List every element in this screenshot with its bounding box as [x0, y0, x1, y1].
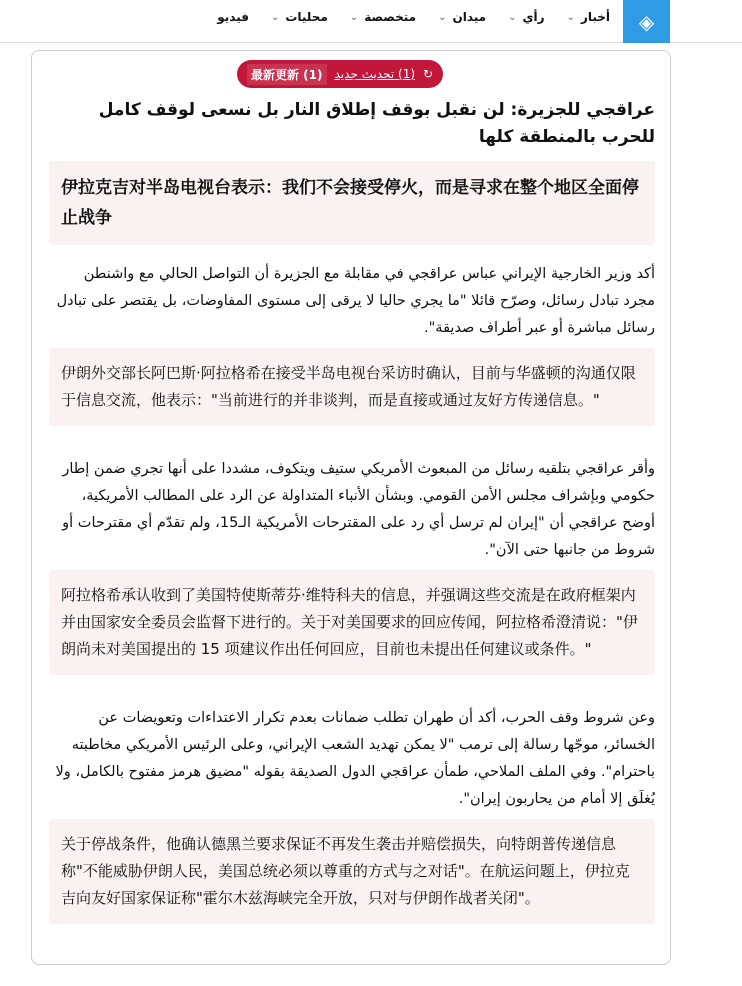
- main-nav: [217, 10, 610, 24]
- paragraph-translation: 阿拉格希承认收到了美国特使斯蒂芬·维特科夫的信息，并强调这些交流是在政府框架内并由国家安全委员会监督下进行的。关于对美国要求的回应传闻，阿拉格希澄清说："伊朗尚未对美国提出的 15 项建议作出任何回应，目前也未提出任何建议或条件。": [49, 570, 655, 675]
- nav-item-local[interactable]: محليات ⌄: [270, 10, 328, 24]
- update-label-ar: (1) تحديث جديد: [334, 67, 416, 81]
- paragraph-ar: وأقر عراقجي بتلقيه رسائل من المبعوث الأمريكي ستيف ويتكوف، مشددا على أنها تجري ضمن إطار حكومي وبإشراف مجلس الأمن القومي. وبشأن الأنباء المتداولة عن الرد على المطالب الأمريكية، أوضح عراقجي أن "إيران لم ترسل أي رد على المقترحات الأمريكية الـ15، ولم تقدّم أي مقترحات أو شروط من جانبها حتى الآن".: [62, 461, 655, 558]
- chevron-down-icon: ⌄: [349, 11, 359, 23]
- top-nav-bar: [0, 0, 742, 43]
- nav-item-opinion[interactable]: رأي ⌄: [508, 10, 545, 24]
- headline-ar: عراقجي للجزيرة: لن نقبل بوقف إطلاق النار بل نسعى لوقف كامل للحرب بالمنطقة كلها: [98, 100, 655, 147]
- paragraph-ar: أكد وزير الخارجية الإيراني عباس عراقجي في مقابلة مع الجزيرة أن التواصل الحالي مع واشنطن مجرد تبادل رسائل، وصرّح قائلا "ما يجري حاليا لا يرقى إلى مستوى المفاوضات، بل يقتصر على تبادل رسائل مباشرة أو عبر أطراف صديقة".: [56, 266, 655, 336]
- chevron-down-icon: ⌄: [566, 11, 575, 23]
- aljazeera-logo[interactable]: ◈: [623, 0, 670, 43]
- chevron-down-icon: ⌄: [438, 11, 447, 23]
- nav-item-midan[interactable]: ميدان ⌄: [438, 10, 487, 24]
- nav-item-video[interactable]: فيديو: [217, 10, 249, 24]
- paragraph-ar: وعن شروط وقف الحرب، أكد أن طهران تطلب ضمانات بعدم تكرار الاعتداءات وتعويضات عن الخسائر، موجّها رسالة إلى ترمب "لا يمكن تهديد الشعب الإيراني، وعلى الرئيس الأمريكي مخاطبته باحترام". وفي الملف الملاحي، طمأن عراقجي الدول الصديقة بقوله "مضيق هرمز مفتوح بالكامل، ولا يُغلَق إلا أمام من يحاربون إيران".: [55, 710, 655, 807]
- update-label-zh: 最新更新 (1): [247, 64, 327, 85]
- paragraph-translation: 伊朗外交部长阿巴斯·阿拉格希在接受半岛电视台采访时确认，目前与华盛顿的沟通仅限于信息交流，他表示："当前进行的并非谈判，而是直接或通过友好方传递信息。": [49, 348, 655, 426]
- paragraph-translation: 关于停战条件，他确认德黑兰要求保证不再发生袭击并赔偿损失，向特朗普传递信息称"不能威胁伊朗人民，美国总统必须以尊重的方式与之对话"。在航运问题上，伊拉克吉向友好国家保证称"霍尔木兹海峡完全开放，只对与伊朗作战者关闭"。: [49, 819, 655, 924]
- nav-item-news[interactable]: أخبار ⌄: [566, 10, 610, 24]
- chevron-down-icon: ⌄: [270, 11, 280, 23]
- refresh-icon: ↻: [423, 67, 434, 81]
- new-update-button[interactable]: [237, 60, 443, 88]
- nav-item-specialized[interactable]: متخصصة ⌄: [349, 10, 417, 24]
- headline-translation: 伊拉克吉对半岛电视台表示：我们不会接受停火，而是寻求在整个地区全面停止战争: [49, 161, 655, 245]
- live-update-card: [31, 50, 671, 965]
- chevron-down-icon: ⌄: [508, 11, 517, 23]
